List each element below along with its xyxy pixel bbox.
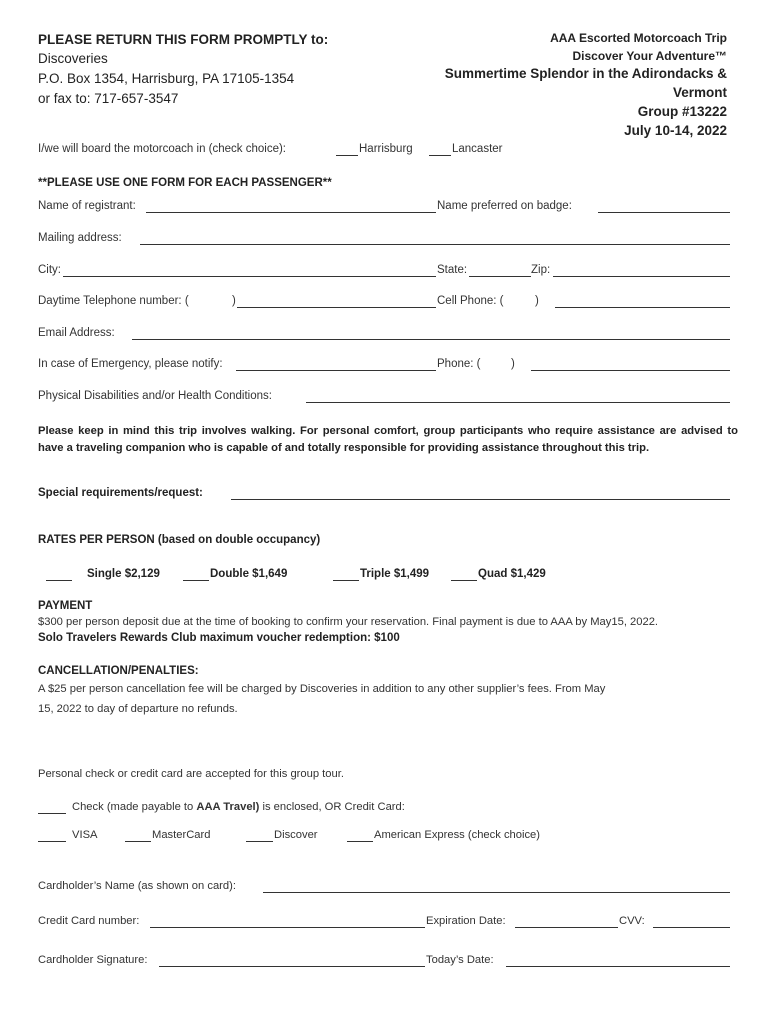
- state-field[interactable]: [469, 276, 531, 277]
- signature-label: Cardholder Signature:: [38, 954, 148, 966]
- rate-quad-blank[interactable]: [451, 580, 477, 581]
- email-field[interactable]: [132, 339, 730, 340]
- todays-date-label: Today’s Date:: [426, 954, 494, 966]
- emergency-phone-label: Phone: (: [437, 358, 481, 370]
- cancellation-line2: 15, 2022 to day of departure no refunds.: [38, 703, 238, 715]
- city-field[interactable]: [63, 276, 436, 277]
- board-harrisburg-blank[interactable]: [336, 155, 358, 156]
- cvv-label: CVV:: [619, 915, 645, 927]
- rate-double: Double $1,649: [210, 568, 288, 580]
- check-payee: AAA Travel): [196, 801, 260, 813]
- registrant-field[interactable]: [146, 212, 436, 213]
- emergency-phone-field[interactable]: [531, 370, 730, 371]
- cardholder-name-field[interactable]: [263, 892, 730, 893]
- payment-text: $300 per person deposit due at the time of booking to confirm your reservation. Final payment is due to AAA by May15, 2022.: [38, 616, 659, 628]
- todays-date-field[interactable]: [506, 966, 730, 967]
- badge-label: Name preferred on badge:: [437, 200, 572, 212]
- rate-single: Single $2,129: [87, 568, 160, 580]
- cell-phone-field[interactable]: [555, 307, 730, 308]
- emergency-field[interactable]: [236, 370, 436, 371]
- trip-group: Group #13222: [637, 104, 727, 119]
- registrant-label: Name of registrant:: [38, 200, 136, 212]
- board-lancaster-blank[interactable]: [429, 155, 451, 156]
- cell-phone-label: Cell Phone: (: [437, 295, 504, 307]
- special-req-label: Special requirements/request:: [38, 487, 203, 499]
- return-address: P.O. Box 1354, Harrisburg, PA 17105-1354: [38, 71, 295, 86]
- return-title: PLEASE RETURN THIS FORM PROMPTLY to:: [38, 32, 329, 47]
- email-label: Email Address:: [38, 327, 115, 339]
- one-form-note: **PLEASE USE ONE FORM FOR EACH PASSENGER**: [38, 177, 332, 189]
- cell-phone-paren: ): [535, 295, 539, 307]
- amex-label: American Express (check choice): [374, 829, 541, 841]
- rate-triple: Triple $1,499: [360, 568, 430, 580]
- card-number-label: Credit Card number:: [38, 915, 140, 927]
- visa-blank[interactable]: [38, 841, 66, 842]
- rate-quad: Quad $1,429: [478, 568, 546, 580]
- rate-triple-blank[interactable]: [333, 580, 359, 581]
- trip-title-line1: Summertime Splendor in the Adirondacks &: [444, 66, 727, 81]
- trip-type: AAA Escorted Motorcoach Trip: [550, 31, 727, 45]
- check-text-pre: Check (made payable to: [72, 801, 197, 813]
- accepted-note: Personal check or credit card are accepted for this group tour.: [38, 768, 344, 780]
- cancellation-line1: A $25 per person cancellation fee will be charged by Discoveries in addition to any other supplier’s fees. From May: [38, 683, 606, 695]
- card-number-field[interactable]: [150, 927, 425, 928]
- check-label: [72, 801, 405, 813]
- walking-note: Please keep in mind this trip involves walking. For personal comfort, group participants who require assistance are advised to have a traveling companion who is capable of and totally responsible for providing assistance throughout this trip.: [38, 425, 738, 454]
- expiration-field[interactable]: [515, 927, 618, 928]
- zip-field[interactable]: [553, 276, 730, 277]
- signature-field[interactable]: [159, 966, 425, 967]
- state-label: State:: [437, 264, 468, 276]
- cardholder-name-label: Cardholder’s Name (as shown on card):: [38, 880, 236, 892]
- expiration-label: Expiration Date:: [426, 915, 506, 927]
- mastercard-label: MasterCard: [152, 829, 211, 841]
- amex-blank[interactable]: [347, 841, 373, 842]
- mailing-field[interactable]: [140, 244, 730, 245]
- board-label: I/we will board the motorcoach in (check choice):: [38, 143, 286, 155]
- rate-single-blank[interactable]: [46, 580, 72, 581]
- city-label: City:: [38, 264, 61, 276]
- check-text-post: is enclosed, OR Credit Card:: [259, 801, 405, 813]
- payment-heading: PAYMENT: [38, 600, 93, 612]
- solo-travelers-note: Solo Travelers Rewards Club maximum voucher redemption: $100: [38, 632, 400, 644]
- board-lancaster-label: Lancaster: [452, 143, 503, 155]
- rate-double-blank[interactable]: [183, 580, 209, 581]
- cvv-field[interactable]: [653, 927, 730, 928]
- mailing-label: Mailing address:: [38, 232, 122, 244]
- mastercard-blank[interactable]: [125, 841, 151, 842]
- day-phone-field[interactable]: [237, 307, 436, 308]
- board-harrisburg-label: Harrisburg: [359, 143, 413, 155]
- trip-dates: July 10-14, 2022: [624, 123, 727, 138]
- trip-slogan: Discover Your Adventure™: [572, 49, 727, 63]
- discover-label: Discover: [274, 829, 318, 841]
- disabilities-label: Physical Disabilities and/or Health Conditions:: [38, 390, 272, 402]
- special-req-field[interactable]: [231, 499, 730, 500]
- badge-field[interactable]: [598, 212, 730, 213]
- cancellation-heading: CANCELLATION/PENALTIES:: [38, 665, 199, 677]
- zip-label: Zip:: [531, 264, 551, 276]
- discover-blank[interactable]: [246, 841, 273, 842]
- emergency-phone-paren: ): [511, 358, 515, 370]
- rates-heading: RATES PER PERSON (based on double occupancy): [38, 534, 321, 546]
- check-blank[interactable]: [38, 813, 66, 814]
- disabilities-field[interactable]: [306, 402, 730, 403]
- visa-label: VISA: [72, 829, 98, 841]
- day-phone-label: Daytime Telephone number: (: [38, 295, 189, 307]
- day-phone-paren: ): [232, 295, 236, 307]
- emergency-label: In case of Emergency, please notify:: [38, 358, 223, 370]
- return-fax: or fax to: 717-657-3547: [38, 91, 179, 106]
- trip-title-line2: Vermont: [672, 85, 727, 100]
- return-org: Discoveries: [38, 51, 108, 66]
